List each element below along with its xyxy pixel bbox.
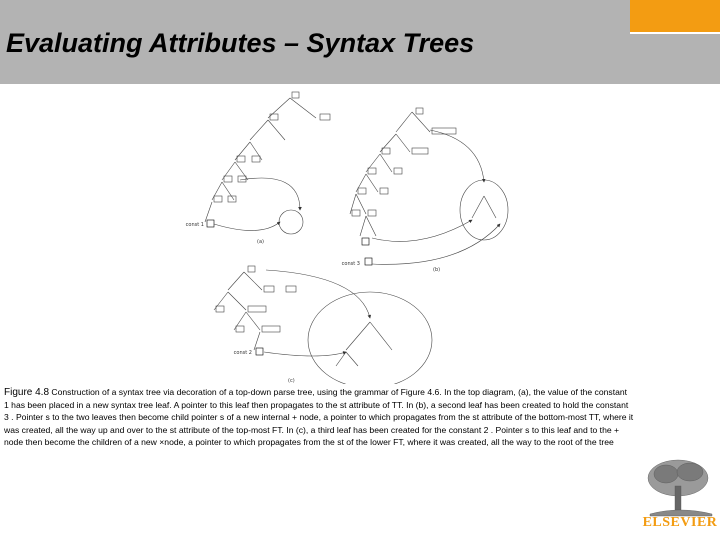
tree-a-label: (a) — [257, 239, 264, 245]
tree-a — [186, 92, 330, 245]
figure-caption — [4, 386, 634, 448]
elsevier-wordmark: ELSEVIER — [642, 515, 718, 530]
tree-b — [342, 108, 508, 273]
syntax-tree-figure — [150, 84, 540, 384]
tree-a-leaf-label: const 1 — [185, 222, 204, 228]
tree-b-label: (b) — [433, 267, 441, 273]
tree-c-leaf-label: const 2 — [233, 350, 252, 356]
figure-caption-label: Figure 4.8 — [4, 387, 50, 398]
tree-c — [214, 266, 432, 384]
title-bar — [0, 0, 630, 84]
slide-title: Evaluating Attributes – Syntax Trees — [6, 28, 475, 58]
tree-b-leaf-label: const 3 — [341, 261, 360, 267]
tree-c-label: (c) — [288, 378, 295, 384]
accent-grey-block — [630, 34, 720, 84]
figure-caption-text: Construction of a syntax tree via decoration of a top-down parse tree, using the grammar of Figure 4.6. In the top diagram, (a), the value of the constant 1 has been placed in a new syntax tree leaf. A pointer to this leaf then propagates to the st attribute of TT. In (b), a second leaf has been created to hold the constant 3 . Pointer s to the two leaves then become child pointer s of a new internal + node, a pointer to which propagates from the st attribute of the bottom-most TT, where it was created, all the way up and over to the st attribute of the top-most FT. In (c), a third leaf has been created for the constant 2 . Pointer s to this leaf and to the + node then become the children of a new ×node, a pointer to which propagates from the st of the lower FT, where it was created, all the way to the root of the tree — [4, 387, 634, 447]
accent-orange-block — [630, 0, 720, 32]
